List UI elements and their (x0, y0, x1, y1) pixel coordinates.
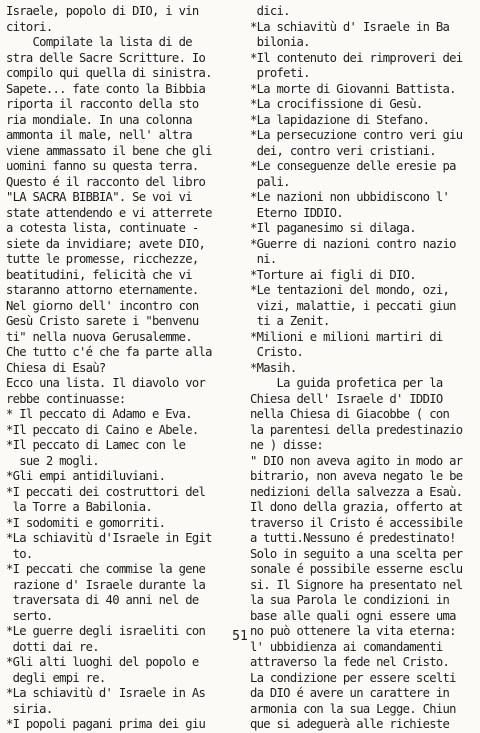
text-line: nedizioni della salvezza a Esaù. (250, 484, 463, 499)
text-line: a cotesta lista, continuate - (6, 221, 199, 235)
text-line: Questo é il racconto del libro (6, 174, 206, 189)
text-line: *I sodomiti e gomorriti. (6, 515, 166, 530)
right-column (250, 4, 472, 733)
text-line: Gesù Cristo sarete i "benvenu (6, 314, 199, 328)
text-line: la sua Parola le condizioni in (250, 593, 450, 607)
text-line: bitrario, non aveva negato le be (250, 469, 463, 483)
text-line: dei, contro veri cristiani. (250, 143, 436, 158)
text-line: *Gli empi antidiluviani. (6, 469, 166, 483)
text-line: *Le guerre degli israeliti con (6, 624, 206, 638)
text-line: Chiesa di Esaù? (6, 360, 106, 375)
text-line: tutte le promesse, ricchezze, (6, 252, 199, 266)
text-line: viene ammassato il bene che gli (6, 143, 212, 158)
text-line: base alle quali ogni essere uma (250, 608, 456, 623)
text-line: *La crocifissione di Gesù. (250, 97, 423, 111)
text-line: *Le tentazioni del mondo, ozi, (250, 283, 450, 297)
text-line: ti" nella nuova Gerusalemme. (6, 329, 192, 344)
text-line: profeti. (250, 66, 310, 80)
text-line: ammonta il male, nell' altra (6, 128, 192, 142)
text-line: la parentesi della predestinazio (250, 422, 463, 437)
text-line: La guida profetica per la (250, 376, 443, 390)
text-line: beatitudini, felicità che vi (6, 267, 192, 282)
text-line: Israele, popolo di DIO, i vin (6, 4, 199, 18)
text-line: Solo in seguito a una scelta per (250, 546, 463, 561)
text-line: " DIO non aveva agito in modo ar (250, 453, 463, 468)
text-line: riporta il racconto della sto (6, 97, 199, 111)
text-line: *I peccati dei costruttori del (6, 484, 206, 499)
text-line: traverso il Cristo é accessibile (250, 515, 463, 530)
text-line: ni. (250, 252, 277, 266)
text-line: rebbe continuasse: (6, 391, 126, 406)
text-line: citori. (6, 19, 53, 34)
text-line: *Torture ai figli di DIO. (250, 267, 416, 282)
text-line: compilo qui quella di sinistra. (6, 66, 212, 80)
text-line: state attendendo e vi atterrete (6, 205, 212, 220)
text-line: ria mondiale. In una colonna (6, 112, 192, 127)
text-line: que si adeguerà alle richieste (250, 717, 450, 731)
text-line: "LA SACRA BIBBIA". Se voi vi (6, 190, 192, 204)
column-gutter (240, 4, 241, 604)
text-line: uomini fanno su questa terra. (6, 159, 199, 173)
text-line: *La schiavitù d'Israele in Egit (6, 531, 212, 545)
text-line: a tutti.Nessuno é predestinato! (250, 531, 456, 545)
text-line: siete da invidiare; avete DIO, (6, 236, 206, 251)
text-line: pali. (250, 174, 290, 189)
text-line: sue 2 mogli. (6, 453, 99, 468)
text-line: siria. (6, 701, 53, 716)
text-line: *Il contenuto dei rimproveri dei (250, 50, 463, 65)
page-number: 51 (232, 629, 248, 644)
text-line: *Le conseguenze delle eresie pa (250, 159, 456, 173)
text-line: serto. (6, 608, 53, 623)
left-column (6, 4, 232, 733)
text-line: la Torre a Babilonia. (6, 500, 153, 514)
text-line: Il dono della grazia, offerto at (250, 500, 463, 514)
text-line: da DIO é avere un carattere in (250, 686, 450, 700)
text-line: bilonia. (250, 35, 310, 49)
text-line: Nel giorno dell' incontro con (6, 298, 199, 313)
text-line: Ecco una lista. Il diavolo vor (6, 376, 206, 390)
text-line: *Le nazioni non ubbidiscono l' (250, 190, 450, 204)
text-line: *Il peccato di Lamec con le (6, 438, 186, 452)
text-line: *La schiavitù d' Israele in Ba (250, 19, 450, 34)
text-line: armonia con la sua Legge. Chiun (250, 701, 456, 716)
text-line: degli empi re. (6, 670, 106, 685)
text-line: attraverso la fede nel Cristo. (250, 655, 450, 669)
text-line: *La morte di Giovanni Battista. (250, 81, 456, 96)
text-line: vizi, malattie, i peccati giun (250, 298, 456, 313)
text-line: razione d' Israele durante la (6, 577, 206, 592)
text-line: *La schiavitù d' Israele in As (6, 686, 206, 700)
text-line: stra delle Sacre Scritture. Io (6, 50, 206, 65)
text-line: sonale é possibile esserne esclu (250, 562, 463, 576)
text-line: staranno attorno eternamente. (6, 283, 199, 297)
text-line: si. Il Signore ha presentato nel (250, 577, 463, 592)
text-line: *Guerre di nazioni contro nazio (250, 236, 456, 251)
text-line: * Il peccato di Adamo e Eva. (6, 407, 192, 421)
text-line: l' ubbidienza ai comandamenti (250, 639, 443, 654)
text-line: *Il peccato di Caino e Abele. (6, 422, 199, 437)
text-line: to. (6, 546, 33, 561)
text-line: *Gli alti luoghi del popolo e (6, 655, 199, 669)
text-line: Compilate la lista di de (6, 35, 192, 49)
text-line: Eterno IDDIO. (250, 205, 343, 220)
text-line: La condizione per essere scelti (250, 670, 456, 685)
text-line: *Masih. (250, 360, 297, 375)
text-line: traversata di 40 anni nel de (6, 593, 199, 607)
text-line: *Il paganesimo si dilaga. (250, 221, 416, 235)
text-line: ti a Zenit. (250, 314, 330, 328)
text-line: Sapete... fate conto la Bibbia (6, 81, 206, 96)
text-line: *La persecuzione contro veri giu (250, 128, 463, 142)
text-line: Cristo. (250, 345, 304, 359)
text-line: *Milioni e milioni martiri di (250, 329, 443, 344)
text-line: Chiesa dell' Israele d' IDDIO (250, 391, 443, 406)
text-line: *I peccati che commise la gene (6, 562, 206, 576)
text-line: ne ) disse: (250, 438, 324, 452)
text-line: nella Chiesa di Giacobbe ( con (250, 407, 450, 421)
text-line: dotti dai re. (6, 639, 99, 654)
text-line: dici. (250, 4, 290, 18)
text-line: *La lapidazione di Stefano. (250, 112, 430, 127)
text-line: Che tutto c'é che fa parte alla (6, 345, 212, 359)
text-line: no può ottenere la vita eterna: (250, 624, 456, 638)
text-line: *I popoli pagani prima dei giu (6, 717, 206, 731)
